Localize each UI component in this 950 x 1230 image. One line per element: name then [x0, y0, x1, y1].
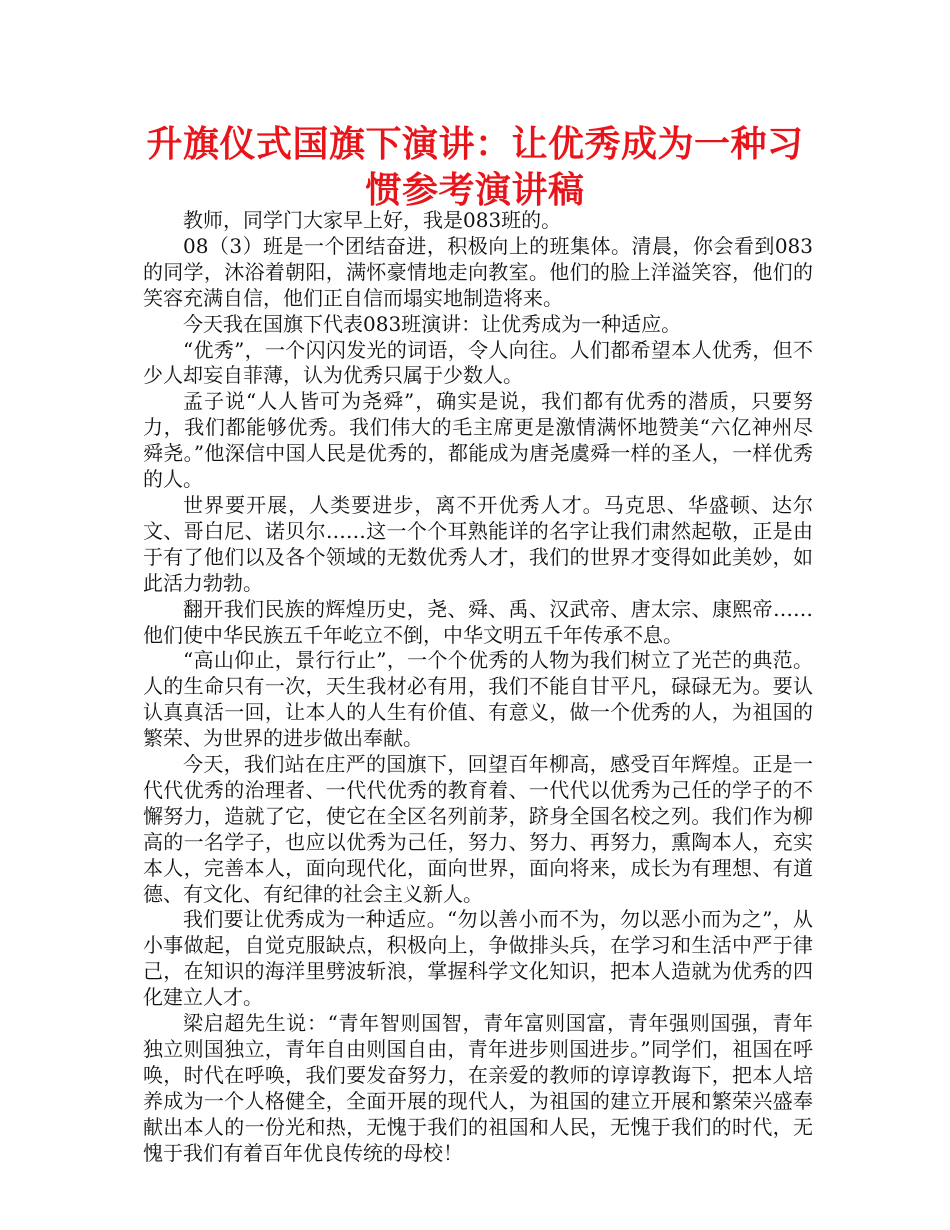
paragraph: “优秀”，一个闪闪发光的词语，令人向往。人们都希望本人优秀，但不少人却妄自菲薄，认为优秀只属于少数人。: [143, 337, 813, 388]
paragraph: 孟子说“人人皆可为尧舜”，确实是说，我们都有优秀的潜质，只要努力，我们都能够优秀。我们伟大的毛主席更是激情满怀地赞美“六亿神州尽舜尧。”他深信中国人民是优秀的，都能成为唐尧虞舜一样的圣人，一样优秀的人。: [143, 389, 813, 492]
paragraph: 今天我在国旗下代表083班演讲：让优秀成为一种适应。: [183, 311, 682, 336]
paragraph: 我们要让优秀成为一种适应。“勿以善小而不为，勿以恶小而为之”，从小事做起，自觉克服缺点，积极向上，争做排头兵，在学习和生活中严于律己，在知识的海洋里劈波斩浪，掌握科学文化知识，把本人造就为优秀的四化建立人才。: [143, 907, 813, 1010]
paragraph: “高山仰止，景行行止”，一个个优秀的人物为我们树立了光芒的典范。人的生命只有一次，天生我材必有用，我们不能自甘平凡，碌碌无为。要认认真真活一回，让本人的人生有价值、有意义，做一个优秀的人，为祖国的繁荣、为世界的进步做出奉献。: [143, 648, 813, 751]
paragraph: 今天，我们站在庄严的国旗下，回望百年柳高，感受百年辉煌。正是一代代优秀的治理者、一代代优秀的教育着、一代代以优秀为己任的学子的不懈努力，造就了它，使它在全区名列前茅，跻身全国名校之列。我们作为柳高的一名学子，也应以优秀为己任，努力、努力、再努力，熏陶本人，充实本人，完善本人，面向现代化，面向世界，面向将来，成长为有理想、有道德、有文化、有纪律的社会主义新人。: [143, 752, 813, 906]
document-body: [143, 208, 813, 1167]
paragraph: 08（3）班是一个团结奋进，积极向上的班集体。清晨，你会看到083的同学，沐浴着朝阳，满怀豪情地走向教室。他们的脸上洋溢笑容，他们的笑容充满自信，他们正自信而塌实地制造将来。: [143, 233, 813, 310]
paragraph: 教师，同学门大家早上好，我是083班的。: [183, 208, 562, 232]
paragraph: 世界要开展，人类要进步，离不开优秀人才。马克思、华盛顿、达尔文、哥白尼、诺贝尔……这一个个耳熟能详的名字让我们肃然起敬，正是由于有了他们以及各个领域的无数优秀人才，我们的世界才变得如此美妙，如此活力勃勃。: [143, 492, 813, 595]
paragraph: 翻开我们民族的辉煌历史，尧、舜、禹、汉武帝、唐太宗、康熙帝……他们使中华民族五千年屹立不倒，中华文明五千年传承不息。: [143, 596, 813, 647]
document-title: 升旗仪式国旗下演讲：让优秀成为一种习惯参考演讲稿: [146, 124, 804, 211]
paragraph: 梁启超先生说：“青年智则国智，青年富则国富，青年强则国强，青年独立则国独立，青年自由则国自由，青年进步则国进步。”同学们，祖国在呼唤，时代在呼唤，我们要发奋努力，在亲爱的教师的谆谆教诲下，把本人培养成为一个人格健全，全面开展的现代人，为祖国的建立开展和繁荣兴盛奉献出本人的一份光和热，无愧于我们的祖国和人民，无愧于我们的时代，无愧于我们有着百年优良传统的母校！: [143, 1011, 813, 1165]
